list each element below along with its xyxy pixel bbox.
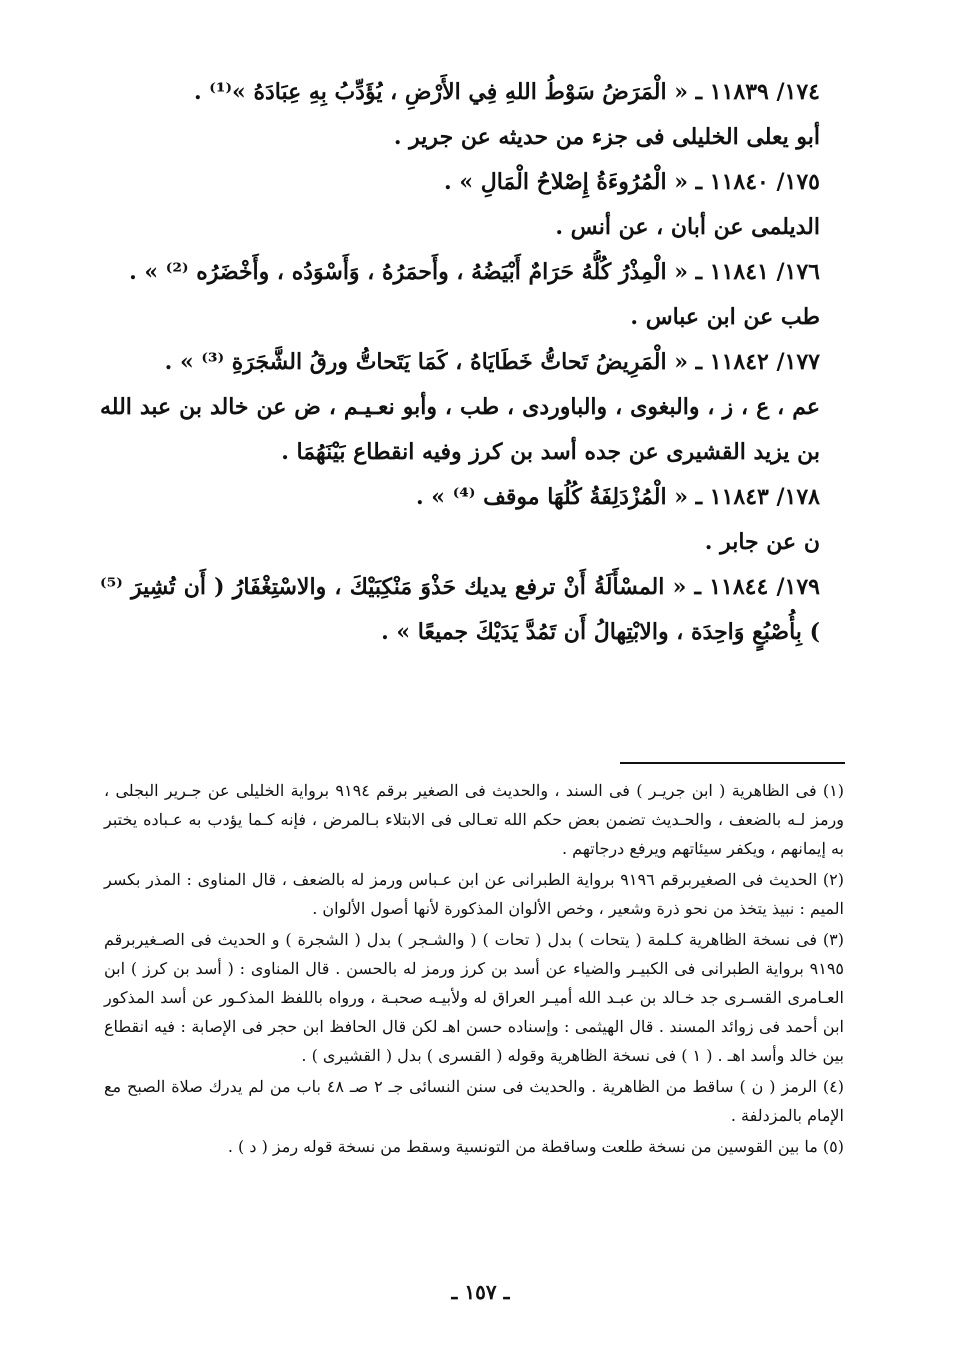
hadith-177: ١٧٧/ ١١٨٤٢ ـ « الْمَرِيضُ تَحاتُّ خَطَايَاهُ ، كَمَا يَتَحاتُّ ورقُ الشَّجَرَةِ ⁽³⁾ » . <box>164 349 820 375</box>
source-174: أبو يعلى الخليلى فى جزء من حديثه عن جرير . <box>393 124 820 150</box>
footnote-3: (٣) فى نسخة الظاهرية كـلمة ( يتحات ) بدل ( تحات ) ( والشـجر ) بدل ( الشجرة ) و الحديث فى الصـغيربرقم ٩١٩٥ برواية الطبرانى فى الكبيـر والضياء عن أسد بن كرز ورمز له بالحسن . قال المناوى : ( أسد بن كرز ) ابن العـامرى القسـرى جد خـالد بن عبـد الله أميـر العراق له ولأبيـه صحبـة ، ورواه باللفظ المذكـور عن أسد المذكور ابن أحمد فى زوائد المسند . قال الهيثمى : وإسناده حسن اهـ لكن قال الحافظ ابن حجر فى الإصابة : فيه انقطاع بين خالد وأسد اهـ . ( ١ ) فى نسخة الظاهرية وقوله ( القسرى ) بدل ( القشيرى ) . <box>104 930 844 1065</box>
source-177: عم ، ع ، ز ، والبغوى ، والباوردى ، طب ، وأبو نعـيـم ، ض عن خالد بن عبد الله بن يزيد القشيرى عن جده أسد بن كرز وفيه انقطاع بَيْنَهُمَا . <box>100 394 820 465</box>
footnote-5: (٥) ما بين القوسين من نسخة طلعت وساقطة من التونسية وسقط من نسخة قوله رمز ( د ) . <box>227 1137 844 1156</box>
main-text <box>100 70 820 655</box>
footnote-2: (٢) الحديث فى الصغيربرقم ٩١٩٦ برواية الطبرانى عن ابن عـباس ورمز له بالضعف ، قال المناوى : المذر بكسر الميم : نبيذ يتخذ من نحو ذرة وشعير ، وخص الألوان المذكورة لأنها أصول الألوان . <box>104 870 844 918</box>
footnote-1: (١) فى الظاهرية ( ابن جريـر ) فى السند ، والحديث فى الصغير برقم ٩١٩٤ برواية الخليلى عن جـرير البجلى ، ورمز لـه بالضعف ، والحـديث تضمن بعض حكم الله تعـالى فى الابتلاء بـالمرض ، فإنه كـما يؤدب به عـباده يختبر به إيمانهم ، ويكفر سيئاتهم ويرفع درجاتهم . <box>104 781 845 858</box>
hadith-174: ١٧٤/ ١١٨٣٩ ـ « الْمَرَضُ سَوْطُ اللهِ فِي الأَرْضِ ، يُؤَدِّبُ بِهِ عِبَادَهُ »⁽¹⁾ . <box>193 79 820 105</box>
hadith-176: ١٧٦/ ١١٨٤١ ـ « الْمِذْرُ كُلُّهُ حَرَامٌ أَبْيَضُهُ ، وأَحمَرُهُ ، وَأَسْوَدُه ، وأَخْضَرُه ⁽²⁾ » . <box>129 259 820 285</box>
hadith-175: ١٧٥/ ١١٨٤٠ ـ « الْمُرُوءَةُ إِصْلاحُ الْمَالِ » . <box>444 169 820 195</box>
footnotes <box>104 776 844 1163</box>
hadith-178: ١٧٨/ ١١٨٤٣ ـ « الْمُزْدَلِفَةُ كُلُهَا موقف ⁽⁴⁾ » . <box>415 484 820 510</box>
source-178: ن عن جابر . <box>704 529 820 555</box>
hadith-179: ١٧٩/ ١١٨٤٤ ـ « المسْأَلَةُ أَنْ ترفع يديك حَذْوَ مَنْكِبَيْكَ ، والاسْتِغْفَارُ ( أَن تُشِيرَ ⁽⁵⁾ ) بِأُصْبُعٍ وَاحِدَة ، والابْتِهالُ أَن تَمُدَّ يَدَيْكَ جميعًا » . <box>100 574 820 645</box>
source-175: الديلمى عن أبان ، عن أنس . <box>555 214 820 240</box>
source-176: طب عن ابن عباس . <box>630 304 820 330</box>
page-number: ـ ١٥٧ ـ <box>451 1280 510 1304</box>
footnote-4: (٤) الرمز ( ن ) ساقط من الظاهرية . والحديث فى سنن النسائى جـ ٢ صـ ٤٨ باب من لم يدرك صلاة الصبح مع الإمام بالمزدلفة . <box>104 1077 845 1125</box>
footnote-divider <box>620 762 845 764</box>
